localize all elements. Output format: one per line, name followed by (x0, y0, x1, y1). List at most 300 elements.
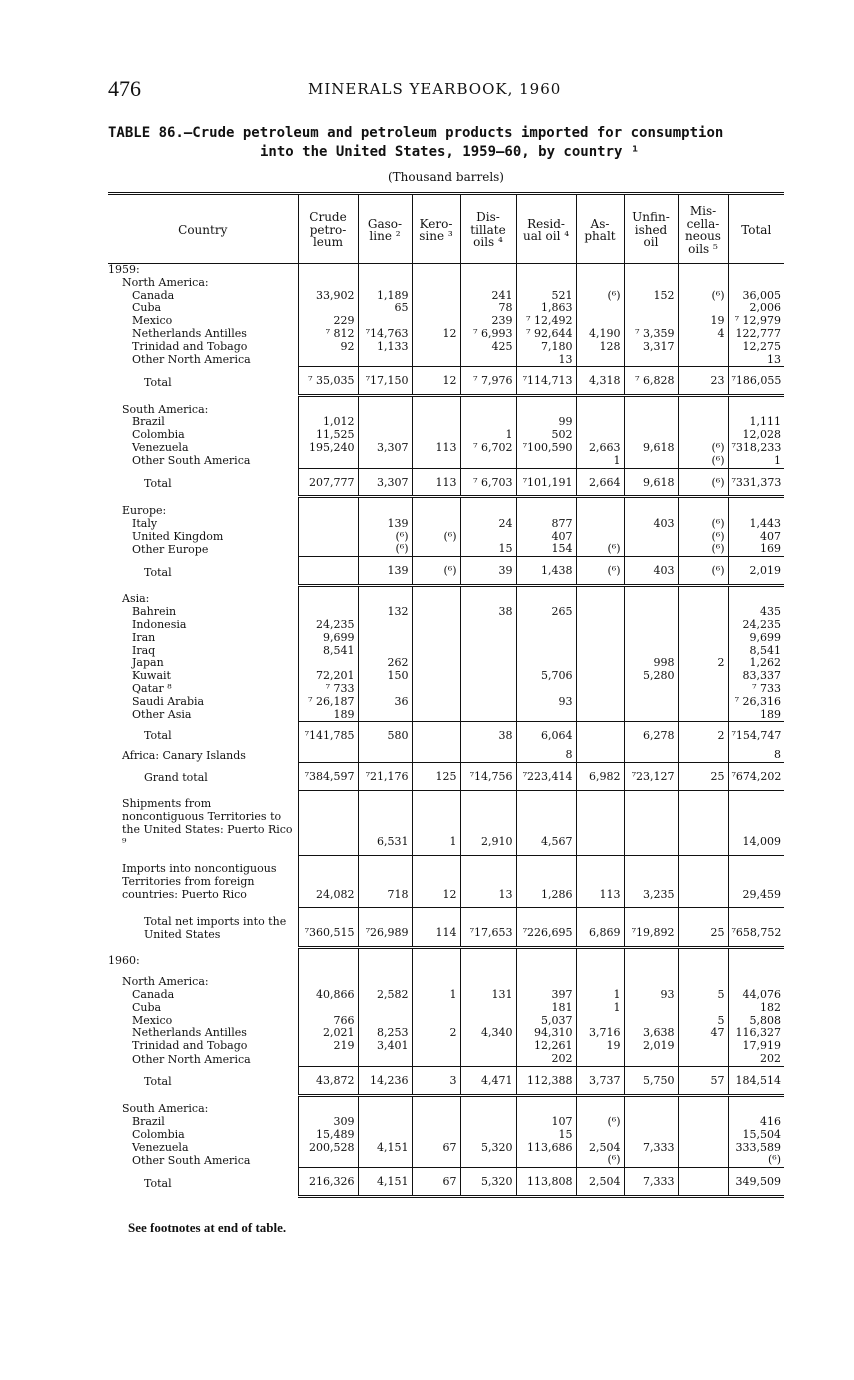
cell (624, 968, 678, 989)
cell (678, 1116, 728, 1129)
cell: 7,333 (624, 1142, 678, 1155)
cell: 93 (516, 696, 576, 709)
cell (624, 1015, 678, 1028)
cell: 6,982 (576, 763, 624, 791)
cell: 4,151 (358, 1142, 412, 1155)
column-header: Gaso-line ² (358, 194, 412, 264)
cell (412, 657, 460, 670)
cell: 38 (460, 722, 516, 749)
table-row (108, 442, 784, 455)
cell (412, 1002, 460, 1015)
cell (678, 619, 728, 632)
row-label: Imports into noncontiguous Territories from foreign countries: Puerto Rico (122, 862, 277, 902)
cell (624, 354, 678, 367)
cell (358, 277, 412, 290)
cell (412, 619, 460, 632)
cell (624, 277, 678, 290)
cell (678, 1154, 728, 1167)
row-label: Cuba (132, 302, 162, 315)
cell (576, 1129, 624, 1142)
cell (576, 670, 624, 683)
cell: 12,275 (728, 341, 784, 354)
cell: 11,525 (298, 429, 358, 442)
table-row (108, 709, 784, 722)
table-row (108, 531, 784, 544)
cell (576, 709, 624, 722)
cell (624, 455, 678, 468)
cell: 1 (412, 790, 460, 855)
table-row (108, 790, 784, 855)
cell: 4,471 (460, 1066, 516, 1095)
cell: 5 (678, 989, 728, 1002)
cell (460, 657, 516, 670)
cell (516, 645, 576, 658)
cell (358, 1154, 412, 1167)
cell (678, 1168, 728, 1197)
cell: 24,235 (728, 619, 784, 632)
cell (576, 518, 624, 531)
cell: 38 (460, 606, 516, 619)
table-row (108, 908, 784, 948)
table-row (108, 1116, 784, 1129)
cell: 152 (624, 290, 678, 303)
cell: 36 (358, 696, 412, 709)
cell: 65 (358, 302, 412, 315)
cell: ⁷318,233 (728, 442, 784, 455)
cell (728, 277, 784, 290)
row-label: Total net imports into the United States (144, 914, 287, 941)
cell (516, 947, 576, 968)
cell: 114 (412, 908, 460, 948)
cell (412, 429, 460, 442)
cell: 113 (412, 442, 460, 455)
row-label: Africa: Canary Islands (122, 749, 246, 762)
cell (358, 1002, 412, 1015)
cell: 202 (516, 1053, 576, 1066)
cell: 4 (678, 328, 728, 341)
cell (460, 632, 516, 645)
cell: 24 (460, 518, 516, 531)
cell: 1,262 (728, 657, 784, 670)
table-row (108, 619, 784, 632)
cell (576, 429, 624, 442)
row-label: Other North America (132, 1053, 251, 1066)
cell: 1 (576, 989, 624, 1002)
cell: 435 (728, 606, 784, 619)
row-label: Italy (132, 517, 158, 530)
table-row (108, 367, 784, 396)
cell: 1,189 (358, 290, 412, 303)
row-label: Qatar ⁸ (132, 683, 172, 696)
cell (412, 1040, 460, 1053)
cell: 7,180 (516, 341, 576, 354)
table-row (108, 722, 784, 749)
table-row (108, 1002, 784, 1015)
cell: 181 (516, 1002, 576, 1015)
cell: 15,489 (298, 1129, 358, 1142)
cell: 521 (516, 290, 576, 303)
cell: (⁶) (576, 543, 624, 556)
cell (298, 497, 358, 518)
cell: ⁷331,373 (728, 468, 784, 497)
cell (516, 1154, 576, 1167)
cell (516, 632, 576, 645)
cell: ⁷ 35,035 (298, 367, 358, 396)
cell (460, 947, 516, 968)
cell (412, 749, 460, 762)
cell (624, 1116, 678, 1129)
cell: 7,333 (624, 1168, 678, 1197)
cell: 107 (516, 1116, 576, 1129)
table-row (108, 1129, 784, 1142)
cell (576, 947, 624, 968)
table-row (108, 315, 784, 328)
cell: 113 (412, 468, 460, 497)
cell (412, 696, 460, 709)
row-label: Japan (132, 657, 164, 670)
cell: 43,872 (298, 1066, 358, 1095)
cell (576, 1053, 624, 1066)
row-label: United Kingdom (132, 530, 224, 543)
cell (412, 632, 460, 645)
row-label: Bahrein (132, 606, 177, 619)
cell: (⁶) (678, 468, 728, 497)
cell: 349,509 (728, 1168, 784, 1197)
cell (412, 1053, 460, 1066)
cell: 3,638 (624, 1027, 678, 1040)
cell: ⁷100,590 (516, 442, 576, 455)
cell (460, 396, 516, 417)
cell (460, 968, 516, 989)
cell: 92 (298, 341, 358, 354)
table-row (108, 1154, 784, 1167)
cell (358, 1015, 412, 1028)
cell (678, 696, 728, 709)
cell (412, 1095, 460, 1116)
cell (460, 749, 516, 762)
cell (298, 749, 358, 762)
cell (298, 606, 358, 619)
cell (576, 619, 624, 632)
running-title: MINERALS YEARBOOK, 1960 (308, 80, 562, 98)
cell (358, 264, 412, 277)
cell (678, 1095, 728, 1116)
table-row (108, 670, 784, 683)
cell (576, 302, 624, 315)
cell: 1,133 (358, 341, 412, 354)
table-row (108, 429, 784, 442)
cell: 8,253 (358, 1027, 412, 1040)
cell (298, 947, 358, 968)
cell: 182 (728, 1002, 784, 1015)
cell (678, 264, 728, 277)
row-label: Other South America (132, 454, 251, 468)
cell: 407 (516, 531, 576, 544)
table-row (108, 1040, 784, 1053)
column-header: Country (108, 194, 298, 264)
cell (516, 497, 576, 518)
row-label: Mexico (132, 1014, 173, 1027)
table-row (108, 657, 784, 670)
cell: (⁶) (358, 531, 412, 544)
cell (516, 657, 576, 670)
cell: 3,307 (358, 442, 412, 455)
row-label: Colombia (132, 429, 185, 442)
cell: ⁷186,055 (728, 367, 784, 396)
cell: 3 (412, 1066, 460, 1095)
footnote-reference: See footnotes at end of table. (128, 1220, 287, 1235)
cell: 200,528 (298, 1142, 358, 1155)
cell: 5,808 (728, 1015, 784, 1028)
row-label: Total (144, 477, 172, 491)
cell (358, 585, 412, 606)
row-label: Canada (132, 989, 175, 1002)
cell (298, 1095, 358, 1116)
cell: 154 (516, 543, 576, 556)
cell (624, 606, 678, 619)
cell (516, 683, 576, 696)
row-label: Mexico (132, 315, 173, 328)
cell: (⁶) (412, 531, 460, 544)
cell: (⁶) (678, 531, 728, 544)
cell: 407 (728, 531, 784, 544)
cell: 39 (460, 557, 516, 586)
cell: 29,459 (728, 855, 784, 907)
cell (298, 790, 358, 855)
cell: 1,286 (516, 855, 576, 907)
cell: 9,618 (624, 468, 678, 497)
cell: 99 (516, 416, 576, 429)
cell: ⁷226,695 (516, 908, 576, 948)
cell: 128 (576, 341, 624, 354)
table-row (108, 1142, 784, 1155)
cell (624, 1129, 678, 1142)
cell: (⁶) (678, 518, 728, 531)
cell: (⁶) (678, 442, 728, 455)
row-label: South America: (122, 402, 209, 416)
row-label: Saudi Arabia (132, 695, 205, 708)
cell (576, 585, 624, 606)
cell: 2,019 (728, 557, 784, 586)
cell (358, 968, 412, 989)
cell: 139 (358, 557, 412, 586)
cell (298, 543, 358, 556)
cell (678, 497, 728, 518)
cell: 766 (298, 1015, 358, 1028)
cell (678, 670, 728, 683)
cell: ⁷154,747 (728, 722, 784, 749)
table-row (108, 557, 784, 586)
cell: (⁶) (678, 290, 728, 303)
cell: 3,307 (358, 468, 412, 497)
cell: 262 (358, 657, 412, 670)
cell: 333,589 (728, 1142, 784, 1155)
row-label: Total (144, 565, 172, 579)
cell: 2 (678, 722, 728, 749)
cell: 132 (358, 606, 412, 619)
cell (624, 696, 678, 709)
cell: 6,278 (624, 722, 678, 749)
cell (412, 497, 460, 518)
cell: 33,902 (298, 290, 358, 303)
cell (624, 790, 678, 855)
cell (624, 683, 678, 696)
table-row (108, 264, 784, 277)
cell (576, 657, 624, 670)
cell (460, 1154, 516, 1167)
table-row (108, 1168, 784, 1197)
cell: 229 (298, 315, 358, 328)
cell (728, 947, 784, 968)
cell (678, 302, 728, 315)
cell (412, 1154, 460, 1167)
cell: ⁷ 733 (298, 683, 358, 696)
column-header: As-phalt (576, 194, 624, 264)
cell: 5 (678, 1015, 728, 1028)
table-row (108, 497, 784, 518)
cell (412, 302, 460, 315)
row-label: Kuwait (132, 670, 171, 683)
cell (358, 416, 412, 429)
cell: 6,869 (576, 908, 624, 948)
cell: 113,686 (516, 1142, 576, 1155)
cell: 403 (624, 518, 678, 531)
cell (624, 264, 678, 277)
table-row (108, 468, 784, 497)
cell (678, 855, 728, 907)
row-label: North America: (122, 276, 209, 289)
cell: 416 (728, 1116, 784, 1129)
cell: 189 (728, 709, 784, 722)
cell (358, 683, 412, 696)
cell: 2 (412, 1027, 460, 1040)
cell (516, 585, 576, 606)
cell (412, 585, 460, 606)
cell (412, 341, 460, 354)
cell (678, 790, 728, 855)
cell: 36,005 (728, 290, 784, 303)
row-label: Venezuela (132, 1141, 189, 1154)
cell (298, 302, 358, 315)
cell (298, 455, 358, 468)
cell: 15 (516, 1129, 576, 1142)
cell (576, 632, 624, 645)
table-row (108, 290, 784, 303)
table-header-row (108, 194, 784, 264)
cell: 309 (298, 1116, 358, 1129)
cell: 4,318 (576, 367, 624, 396)
cell: 4,151 (358, 1168, 412, 1197)
cell: (⁶) (728, 1154, 784, 1167)
cell (358, 396, 412, 417)
row-label: Other Asia (132, 708, 192, 722)
cell: 44,076 (728, 989, 784, 1002)
cell (576, 1015, 624, 1028)
cell: 14,009 (728, 790, 784, 855)
cell: 2,504 (576, 1168, 624, 1197)
cell: 5,706 (516, 670, 576, 683)
cell: 8,541 (728, 645, 784, 658)
cell (358, 1129, 412, 1142)
row-label: Cuba (132, 1001, 162, 1014)
cell (358, 1053, 412, 1066)
cell (678, 1040, 728, 1053)
cell: (⁶) (576, 1154, 624, 1167)
cell (728, 497, 784, 518)
cell (576, 264, 624, 277)
cell: 2,504 (576, 1142, 624, 1155)
cell: 67 (412, 1142, 460, 1155)
cell: 150 (358, 670, 412, 683)
table-row (108, 416, 784, 429)
column-header: Unfin-ished oil (624, 194, 678, 264)
table-row (108, 518, 784, 531)
cell (678, 429, 728, 442)
table-row (108, 277, 784, 290)
cell: 2,006 (728, 302, 784, 315)
cell: (⁶) (576, 1116, 624, 1129)
table-row (108, 328, 784, 341)
cell (412, 645, 460, 658)
cell: ⁷223,414 (516, 763, 576, 791)
cell (358, 1116, 412, 1129)
cell (678, 632, 728, 645)
cell (678, 683, 728, 696)
cell: 6,064 (516, 722, 576, 749)
cell (412, 290, 460, 303)
cell: 9,699 (298, 632, 358, 645)
row-label: Total (144, 1176, 172, 1190)
cell (624, 396, 678, 417)
cell: ⁷ 6,993 (460, 328, 516, 341)
row-label: Other North America (132, 353, 251, 367)
cell: 139 (358, 518, 412, 531)
cell: 116,327 (728, 1027, 784, 1040)
row-label: Other South America (132, 1154, 251, 1167)
cell: ⁷14,763 (358, 328, 412, 341)
cell (460, 416, 516, 429)
cell (412, 722, 460, 749)
cell (576, 531, 624, 544)
cell (358, 1095, 412, 1116)
cell: 1 (576, 455, 624, 468)
cell: 397 (516, 989, 576, 1002)
cell (624, 709, 678, 722)
cell: ⁷26,989 (358, 908, 412, 948)
cell (728, 585, 784, 606)
cell (358, 315, 412, 328)
table-row (108, 645, 784, 658)
column-header: Total (728, 194, 784, 264)
cell: 5,320 (460, 1168, 516, 1197)
cell (678, 1142, 728, 1155)
cell (678, 416, 728, 429)
cell: ⁷114,713 (516, 367, 576, 396)
table-row (108, 354, 784, 367)
cell (298, 396, 358, 417)
cell: 47 (678, 1027, 728, 1040)
cell: 12 (412, 367, 460, 396)
cell (678, 645, 728, 658)
row-label: 1959: (108, 263, 140, 276)
imports-table (108, 192, 784, 1198)
cell (624, 1002, 678, 1015)
cell (576, 968, 624, 989)
cell (624, 749, 678, 762)
row-label: Total (144, 375, 172, 389)
cell (412, 354, 460, 367)
cell (728, 968, 784, 989)
